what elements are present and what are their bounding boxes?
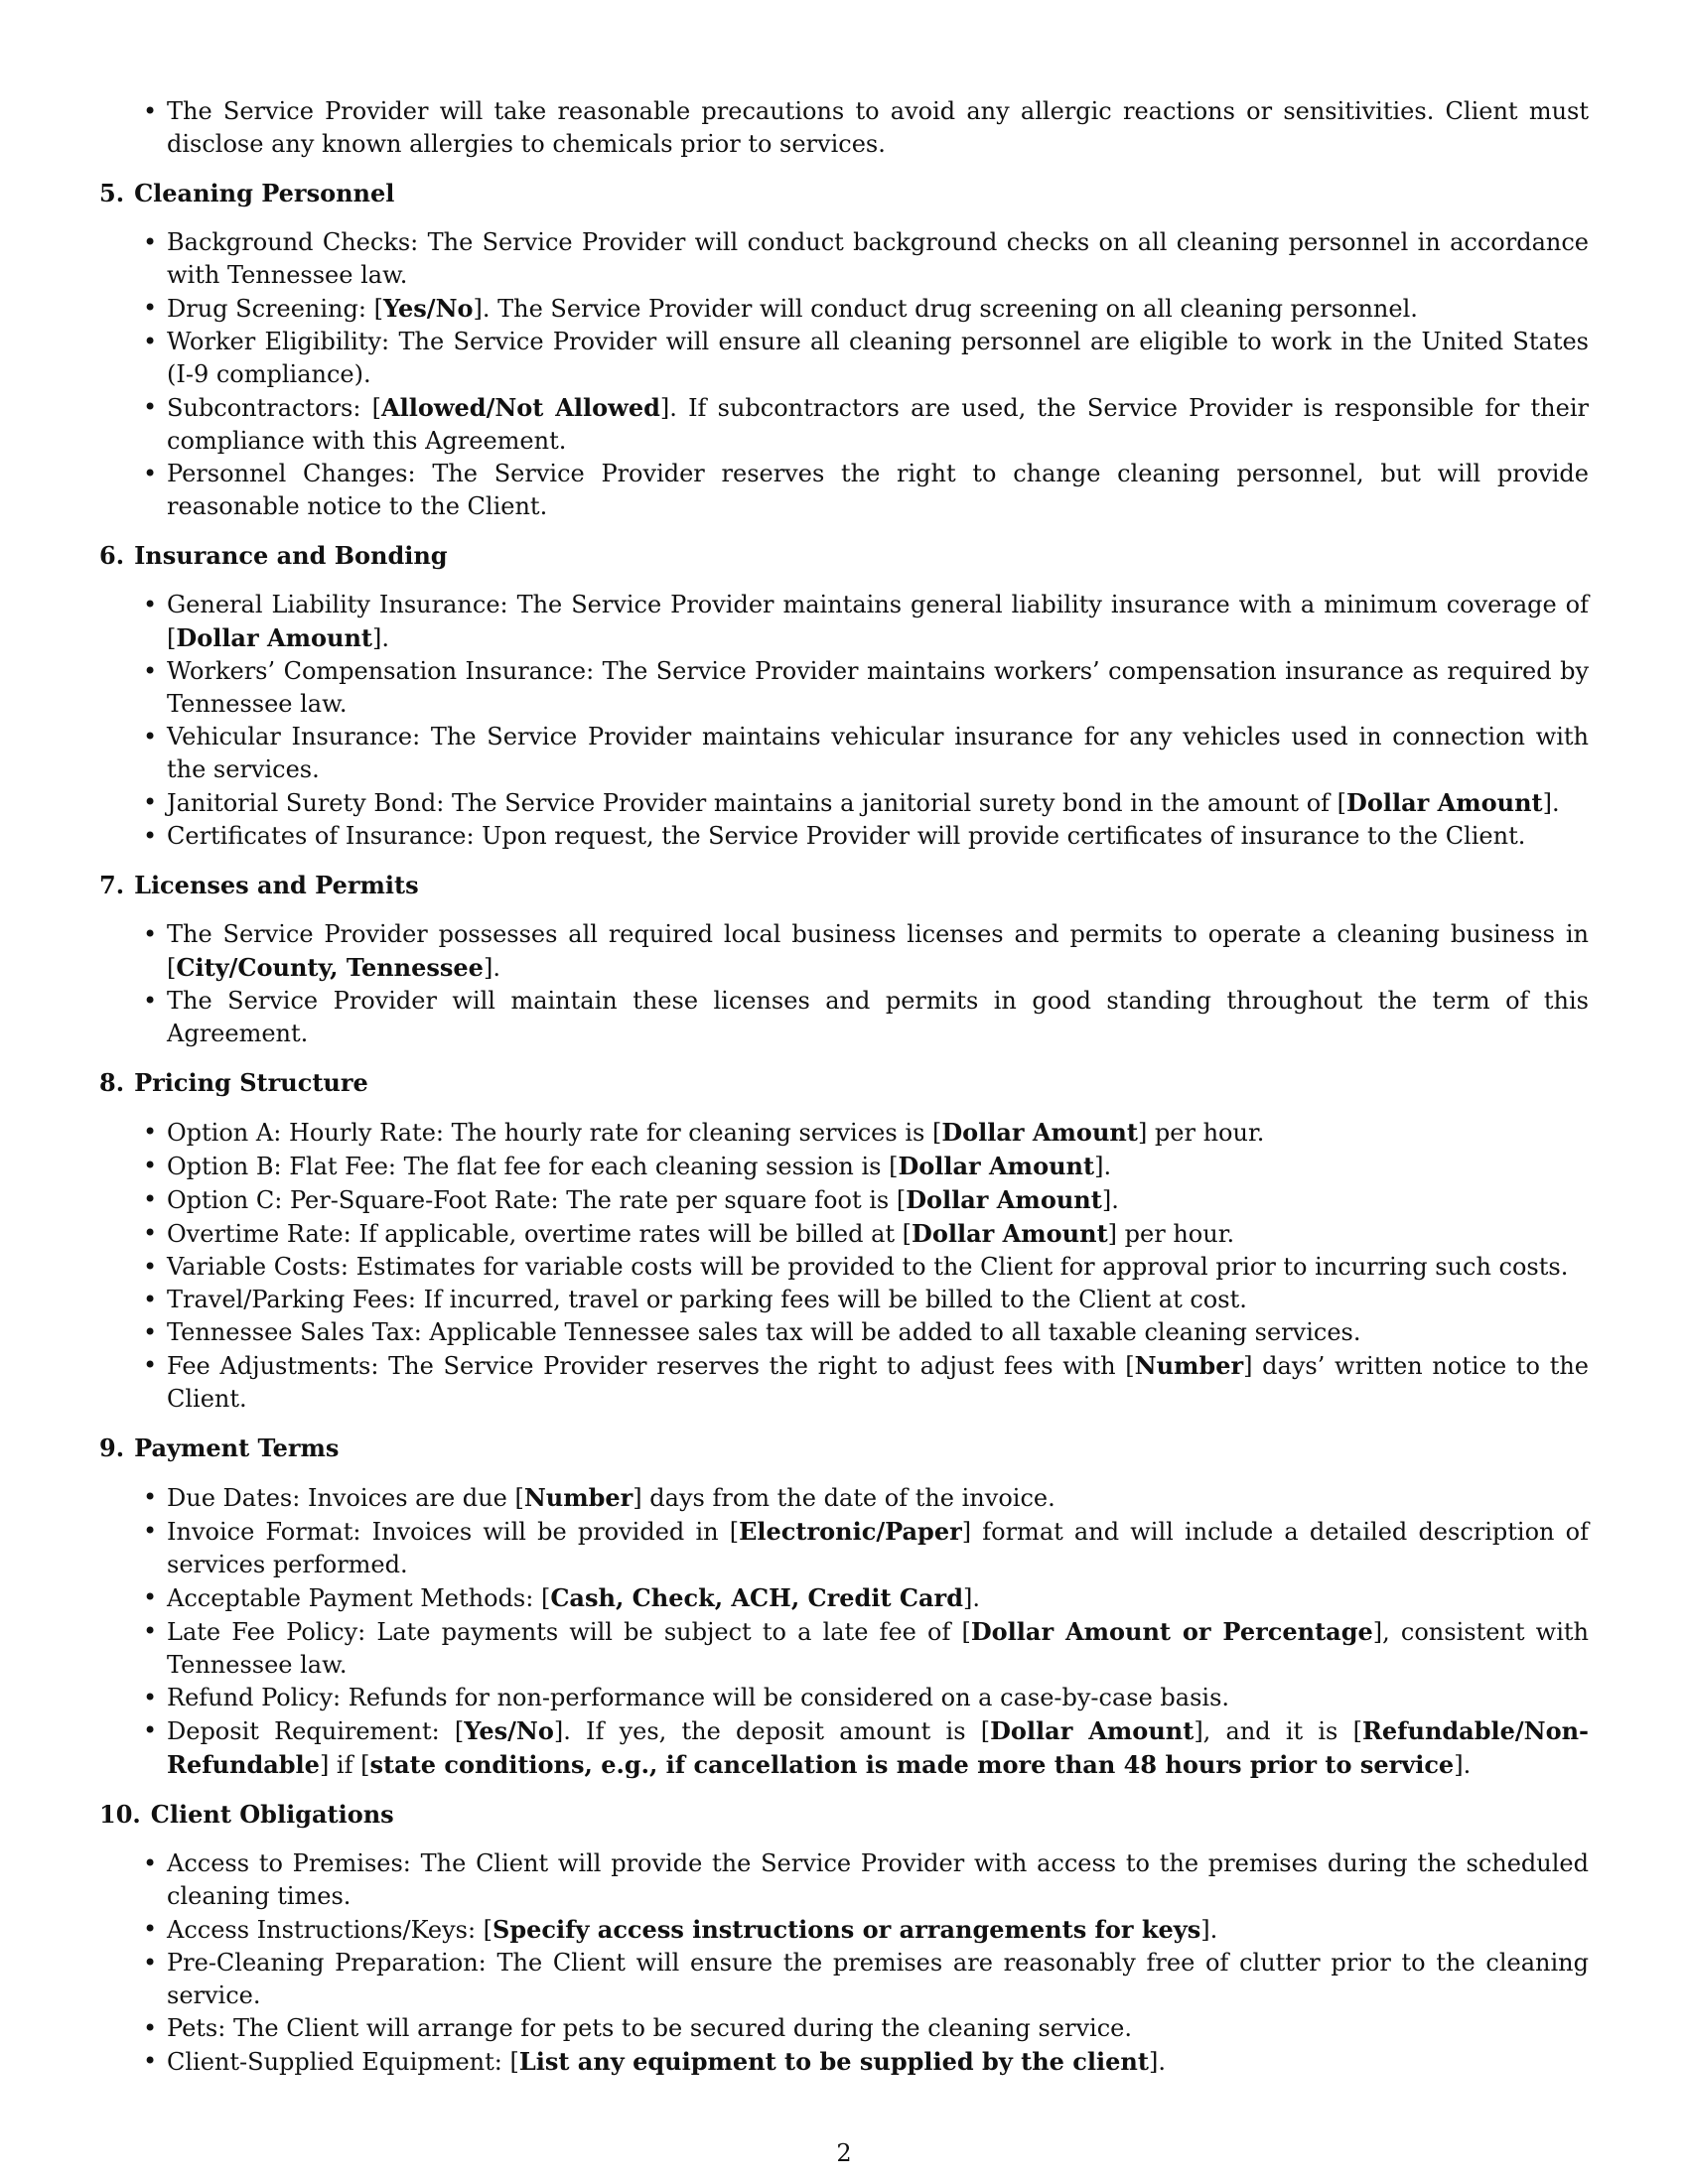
section-bullet-list [99, 589, 1589, 853]
list-item [167, 2012, 1589, 2045]
list-item [167, 1349, 1589, 1416]
placeholder-field: Allowed/Not Allowed [381, 393, 660, 422]
text-run: ] if [ [319, 1751, 370, 1779]
section-heading [99, 1066, 1589, 1099]
text-run: ]. [372, 624, 389, 652]
placeholder-field: Dollar Amount [941, 1118, 1138, 1147]
list-item [167, 1217, 1589, 1251]
list-item [167, 1316, 1589, 1349]
list-item [167, 1515, 1589, 1581]
section-number: 6. [99, 541, 125, 570]
list-item [167, 1284, 1589, 1316]
list-item [167, 1150, 1589, 1183]
section-bullet-list [99, 1847, 1589, 2079]
text-run: ]. The Service Provider will conduct drug screening on all cleaning personnel. [473, 295, 1418, 323]
list-item [167, 589, 1589, 655]
placeholder-field: Dollar Amount [898, 1152, 1095, 1180]
list-item [167, 1581, 1589, 1615]
text-run: Deposit Requirement: [ [167, 1717, 465, 1745]
placeholder-field: Dollar Amount or Percentage [970, 1617, 1373, 1646]
text-run: The Service Provider possesses all required local business licenses and permits to operate a cleaning business in [ [167, 920, 1589, 982]
section-bullet-list [99, 1481, 1589, 1782]
list-item [167, 721, 1589, 786]
placeholder-field: Dollar Amount [1346, 788, 1543, 817]
placeholder-field: Number [1134, 1351, 1244, 1380]
section-title: Pricing Structure [134, 1068, 368, 1097]
list-item [167, 1714, 1589, 1782]
placeholder-field: Specify access instructions or arrangements for keys [492, 1915, 1201, 1944]
list-item [167, 326, 1589, 391]
section-heading [99, 539, 1589, 572]
text-run: ] format and will include a detailed description of services performed. [167, 1518, 1589, 1578]
list-item [167, 1847, 1589, 1913]
section-bullet-list [99, 918, 1589, 1050]
list-item [167, 95, 1589, 161]
text-run: Access Instructions/Keys: [ [167, 1916, 493, 1944]
placeholder-field: City/County, Tennessee [176, 953, 484, 982]
text-run: Tennessee Sales Tax: Applicable Tennessee sales tax will be added to all taxable cleaning services. [167, 1318, 1361, 1346]
text-run: The Service Provider will maintain these licenses and permits in good standing throughout the term of this Agreement. [167, 987, 1589, 1047]
list-item [167, 1251, 1589, 1284]
placeholder-field: Cash, Check, ACH, Credit Card [550, 1583, 963, 1612]
list-item [167, 1183, 1589, 1217]
list-item [167, 1481, 1589, 1515]
text-run: ], consistent with Tennessee law. [167, 1618, 1589, 1679]
placeholder-field: Yes/No [382, 294, 474, 323]
list-item [167, 1615, 1589, 1682]
section-heading [99, 1432, 1589, 1464]
text-run: ]. [1542, 789, 1560, 817]
list-item [167, 786, 1589, 820]
text-run: ], and it is [ [1194, 1717, 1362, 1745]
text-run: Option A: Hourly Rate: The hourly rate for cleaning services is [ [167, 1119, 942, 1147]
list-item [167, 1116, 1589, 1150]
sections-container [99, 177, 1589, 2079]
text-run: Travel/Parking Fees: If incurred, travel or parking fees will be billed to the Client at cost. [167, 1286, 1247, 1313]
section-title: Licenses and Permits [134, 871, 419, 899]
lead-bullet-list [99, 95, 1589, 161]
list-item [167, 1947, 1589, 2012]
text-run: ]. [1094, 1153, 1112, 1180]
text-run: ]. If yes, the deposit amount is [ [553, 1717, 991, 1745]
text-run: Late Fee Policy: Late payments will be subject to a late fee of [ [167, 1618, 971, 1646]
text-run: Overtime Rate: If applicable, overtime rates will be billed at [ [167, 1220, 913, 1248]
text-run: Access to Premises: The Client will provide the Service Provider with access to the premises during the scheduled cleaning times. [167, 1849, 1589, 1910]
text-run: The Service Provider will take reasonable precautions to avoid any allergic reactions or sensitivities. Client must disclose any known allergies to chemicals prior to services. [167, 97, 1589, 158]
text-run: ] per hour. [1137, 1119, 1265, 1147]
text-run: Option C: Per-Square-Foot Rate: The rate per square foot is [ [167, 1186, 907, 1214]
placeholder-field: Dollar Amount [912, 1219, 1108, 1248]
text-run: ]. [483, 954, 500, 982]
text-run: Drug Screening: [ [167, 295, 383, 323]
placeholder-field: Electronic/Paper [739, 1517, 962, 1546]
list-item [167, 458, 1589, 523]
text-run: ]. [1101, 1186, 1119, 1214]
placeholder-field: Dollar Amount [990, 1716, 1195, 1745]
text-run: Invoice Format: Invoices will be provided in [ [167, 1518, 740, 1546]
text-run: ] days from the date of the invoice. [633, 1484, 1055, 1512]
text-run: Personnel Changes: The Service Provider reserves the right to change cleaning personnel, but will provide reasonable notice to the Client. [167, 460, 1589, 520]
section-heading [99, 177, 1589, 209]
page-number: 2 [836, 2139, 852, 2167]
section-bullet-list [99, 226, 1589, 523]
placeholder-field: Yes/No [464, 1716, 554, 1745]
text-run: Workers’ Compensation Insurance: The Service Provider maintains workers’ compensation insurance as required by Tennessee law. [167, 657, 1589, 718]
list-item [167, 2045, 1589, 2079]
list-item [167, 1682, 1589, 1714]
list-item [167, 655, 1589, 721]
list-item [167, 1913, 1589, 1947]
section-title: Payment Terms [134, 1433, 340, 1462]
list-item [167, 292, 1589, 326]
text-run: Certificates of Insurance: Upon request, the Service Provider will provide certificates of insurance to the Client. [167, 822, 1526, 850]
section-number: 7. [99, 871, 125, 899]
list-item [167, 391, 1589, 458]
text-run: ]. [1454, 1751, 1472, 1779]
text-run: Pre-Cleaning Preparation: The Client will ensure the premises are reasonably free of clutter prior to the cleaning service. [167, 1949, 1589, 2009]
text-run: Worker Eligibility: The Service Provider will ensure all cleaning personnel are eligible to work in the United States (I-9 compliance). [167, 328, 1589, 388]
text-run: ] days’ written notice to the Client. [167, 1352, 1590, 1413]
text-run: Refund Policy: Refunds for non-performance will be considered on a case-by-case basis. [167, 1684, 1230, 1711]
text-run: ]. [1200, 1916, 1218, 1944]
section-number: 5. [99, 179, 125, 207]
placeholder-field: Number [523, 1483, 633, 1512]
text-run: Janitorial Surety Bond: The Service Provider maintains a janitorial surety bond in the amount of [ [167, 789, 1347, 817]
list-item [167, 985, 1589, 1050]
document-page [99, 95, 1589, 2079]
list-item [167, 820, 1589, 853]
placeholder-field: state conditions, e.g., if cancellation is made more than 48 hours prior to service [369, 1750, 1455, 1779]
placeholder-field: Dollar Amount [176, 623, 372, 652]
text-run: ]. [962, 1584, 980, 1612]
text-run: Due Dates: Invoices are due [ [167, 1484, 524, 1512]
text-run: Fee Adjustments: The Service Provider reserves the right to adjust fees with [ [167, 1352, 1135, 1380]
section-number: 10. [99, 1800, 141, 1829]
text-run: ]. [1148, 2048, 1166, 2076]
text-run: Client-Supplied Equipment: [ [167, 2048, 519, 2076]
placeholder-field: Refundable/Non-Refundable [167, 1716, 1590, 1779]
text-run: ]. If subcontractors are used, the Service Provider is responsible for their compliance with this Agreement. [167, 394, 1589, 455]
section-heading [99, 869, 1589, 901]
text-run: Vehicular Insurance: The Service Provider maintains vehicular insurance for any vehicles used in connection with the services. [167, 723, 1589, 783]
text-run: Acceptable Payment Methods: [ [167, 1584, 551, 1612]
text-run: Pets: The Client will arrange for pets to be secured during the cleaning service. [167, 2014, 1132, 2042]
list-item [167, 226, 1589, 292]
text-run: ] per hour. [1107, 1220, 1235, 1248]
text-run: Subcontractors: [ [167, 394, 382, 422]
section-title: Cleaning Personnel [134, 179, 395, 207]
list-item [167, 918, 1589, 985]
section-title: Insurance and Bonding [134, 541, 448, 570]
placeholder-field: Dollar Amount [906, 1185, 1102, 1214]
placeholder-field: List any equipment to be supplied by the client [518, 2047, 1149, 2076]
section-number: 9. [99, 1433, 125, 1462]
text-run: Variable Costs: Estimates for variable costs will be provided to the Client for approval prior to incurring such costs. [167, 1253, 1569, 1281]
text-run: Background Checks: The Service Provider will conduct background checks on all cleaning personnel in accordance with Tennessee law. [167, 228, 1589, 289]
section-heading [99, 1798, 1589, 1831]
text-run: Option B: Flat Fee: The flat fee for each cleaning session is [ [167, 1153, 899, 1180]
section-bullet-list [99, 1116, 1589, 1416]
section-title: Client Obligations [150, 1800, 394, 1829]
section-number: 8. [99, 1068, 125, 1097]
text-run: General Liability Insurance: The Service Provider maintains general liability insurance with a minimum coverage of [ [167, 591, 1589, 652]
